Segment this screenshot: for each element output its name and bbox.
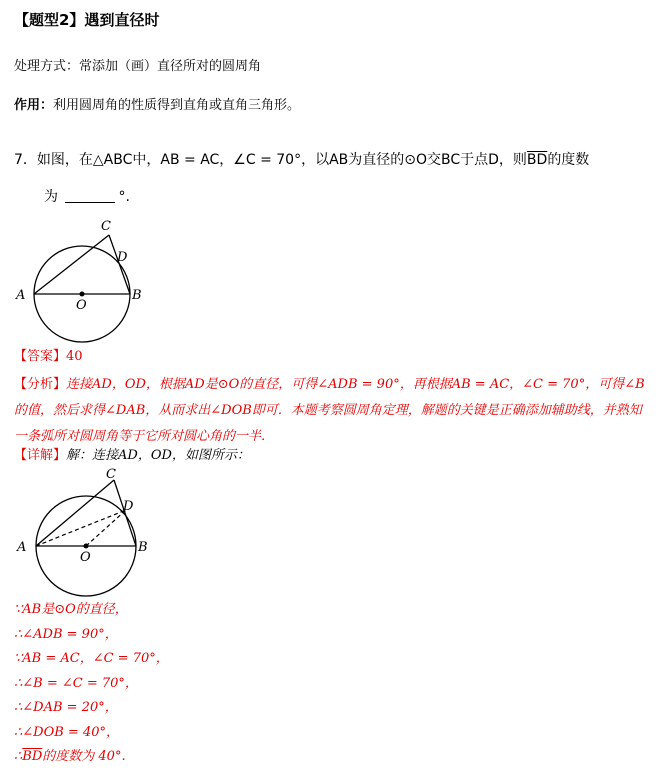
question-line2-pre: 为: [44, 189, 58, 205]
answer-label: 【答案】: [14, 349, 67, 364]
label-a-2: A: [17, 540, 27, 555]
question-line-2: [44, 187, 130, 207]
answer-value: 40: [66, 349, 83, 364]
label-d-2: D: [123, 499, 134, 514]
answer-line: [14, 347, 83, 367]
question-figure: [0, 215, 180, 345]
analysis-text: 连接AD，OD，根据AD是⊙O的直径，可得∠ADB = 90°，再根据AB = AC，∠C = 70°，可得∠B的值，然后求得∠DAB，从而求出∠DOB即可．本题考察圆周角定理，解题的关键是正确添加辅助线，并熟知一条弧所对圆周角等于它所对圆心角的一半．: [14, 377, 645, 444]
step-4: ∴∠B = ∠C = 70°，: [14, 675, 138, 691]
label-o: O: [76, 298, 87, 313]
step-1: ∵AB是⊙O的直径，: [14, 602, 128, 617]
segment-od-dashed: [86, 510, 126, 546]
answer-blank: [65, 188, 115, 203]
question-tail: 的度数: [547, 152, 590, 168]
arc-bd: $\overline{BD}$: [526, 152, 548, 168]
detail-text: 解：连接AD，OD，如图所示：: [66, 448, 250, 463]
step-3: ∵AB = AC，∠C = 70°，: [14, 651, 169, 666]
label-o-2: O: [80, 550, 91, 565]
question-text: 7．如图，在△ABC中，AB = AC，∠C = 70°，以AB为直径的⊙O交BC于点D，则: [14, 152, 527, 168]
analysis-label: 【分析】: [14, 377, 67, 392]
effect-line: [14, 96, 300, 116]
detail-label: 【详解】: [14, 448, 67, 463]
final-post: 的度数为 40°.: [42, 749, 126, 764]
center-point-2: [84, 544, 89, 549]
label-d: D: [117, 250, 128, 265]
label-b-2: B: [138, 540, 148, 555]
step-6: ∴∠DOB = 40°，: [14, 724, 119, 740]
center-point: [80, 292, 85, 297]
effect-text: 利用圆周角的性质得到直角或直角三角形。: [53, 98, 301, 113]
section-title: 【题型2】遇到直径时: [14, 11, 160, 29]
step-2: ∴∠ADB = 90°，: [14, 626, 118, 642]
solution-figure: [0, 462, 180, 598]
label-a: A: [16, 288, 26, 303]
label-c-2: C: [106, 467, 116, 482]
label-c: C: [101, 219, 111, 234]
method-text: 处理方式：常添加（画）直径所对的圆周角: [14, 59, 262, 74]
final-arc-bd: $\overline{BD}$: [22, 749, 43, 764]
question-line-1: [14, 150, 589, 170]
step-5: ∴∠DAB = 20°，: [14, 700, 118, 715]
question-line2-post: °.: [118, 189, 130, 205]
segment-ac: [34, 235, 109, 294]
step-final: [14, 745, 169, 770]
final-pre: ∴: [14, 749, 23, 764]
label-b: B: [132, 288, 142, 303]
segment-ad-dashed: [36, 510, 126, 546]
effect-label: 作用：: [14, 98, 54, 113]
analysis-paragraph: [14, 372, 648, 450]
solution-steps: [14, 598, 169, 770]
